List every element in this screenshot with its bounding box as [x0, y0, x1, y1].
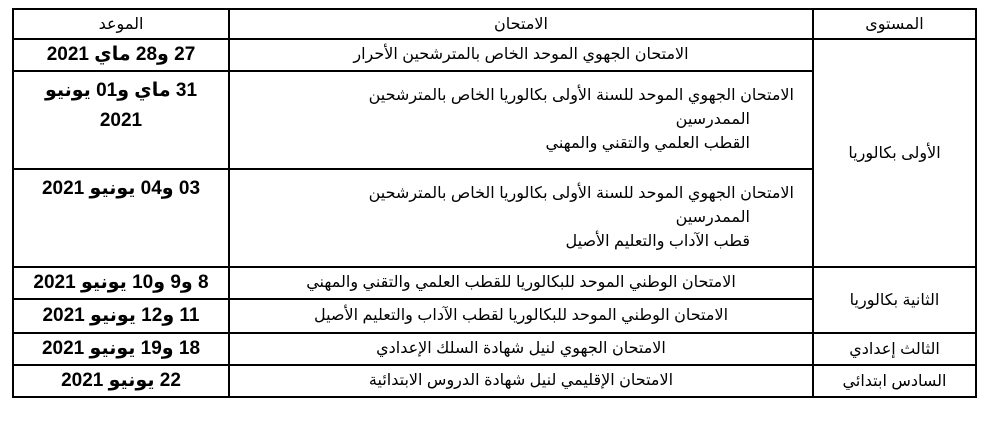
exam-line: الامتحان الجهوي الموحد للسنة الأولى بكالوريا الخاص بالمترشحين [368, 185, 794, 202]
exam-line: قطب الآداب والتعليم الأصيل [565, 233, 750, 250]
exam-line: الامتحان الإقليمي لنيل شهادة الدروس الابتدائية [368, 372, 674, 389]
level-cell: الثالث إعدادي [813, 333, 976, 365]
exam-line: الممدرسين [675, 209, 750, 226]
exam-line: الامتحان الوطني الموحد للبكالوريا لقطب الآداب والتعليم الأصيل [313, 307, 729, 324]
exam-cell [229, 299, 813, 333]
table-row [13, 39, 976, 71]
exam-line: الامتحان الجهوي لنيل شهادة السلك الإعدادي [376, 340, 666, 357]
header-level: المستوى [813, 9, 976, 39]
exam-cell [229, 267, 813, 299]
exam-line: الممدرسين [675, 111, 750, 128]
exam-line: الامتحان الجهوي الموحد للسنة الأولى بكالوريا الخاص بالمترشحين [368, 87, 794, 104]
exam-cell [229, 333, 813, 365]
exam-cell [229, 365, 813, 397]
header-exam: الامتحان [229, 9, 813, 39]
level-cell: الأولى بكالوريا [813, 39, 976, 267]
header-row [13, 9, 976, 39]
exam-cell [229, 39, 813, 71]
table-row [13, 333, 976, 365]
exam-cell [229, 71, 813, 169]
exam-line: الامتحان الوطني الموحد للبكالوريا للقطب العلمي والتقني والمهني [306, 274, 736, 291]
date-cell [13, 71, 229, 169]
date-cell: 8 و9 و10 يونيو 2021 [13, 267, 229, 299]
exam-schedule-table [12, 8, 977, 398]
date-cell: 22 يونيو 2021 [13, 365, 229, 397]
date-cell: 11 و12 يونيو 2021 [13, 299, 229, 333]
exam-line: القطب العلمي والتقني والمهني [545, 135, 750, 152]
header-date: الموعد [13, 9, 229, 39]
table-row [13, 365, 976, 397]
level-cell: الثانية بكالوريا [813, 267, 976, 333]
level-cell: السادس ابتدائي [813, 365, 976, 397]
date-cell: 03 و04 يونيو 2021 [13, 169, 229, 267]
exam-line: الامتحان الجهوي الموحد الخاص بالمترشحين الأحرار [353, 46, 689, 63]
date-cell: 18 و19 يونيو 2021 [13, 333, 229, 365]
table-row [13, 267, 976, 299]
date-cell: 27 و28 ماي 2021 [13, 39, 229, 71]
exam-cell [229, 169, 813, 267]
date-line: 31 ماي و01 يونيو [44, 80, 198, 101]
date-line: 2021 [99, 110, 143, 131]
